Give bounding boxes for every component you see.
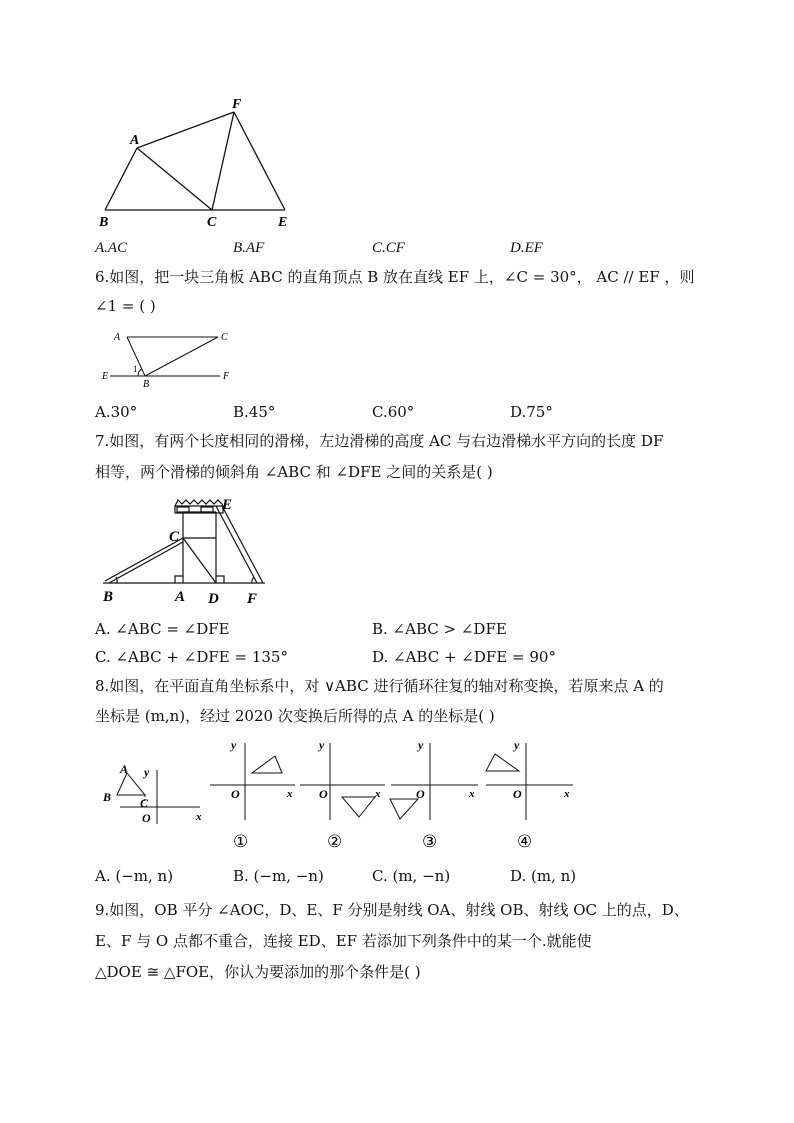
label-O: O: [513, 787, 522, 801]
q6-option-d: D.75°: [510, 403, 553, 421]
q8-option-b: B. (−m, −n): [233, 867, 324, 885]
q7-option-c: C. ∠ABC + ∠DFE = 135°: [95, 648, 288, 666]
label-E: E: [278, 215, 288, 230]
q7-option-a: A. ∠ABC = ∠DFE: [95, 620, 230, 638]
q6-question-line1: 6.如图，把一块三角板 ABC 的直角顶点 B 放在直线 EF 上，∠C = 30°， AC // EF ，则: [95, 268, 695, 286]
label-A: A: [175, 589, 186, 605]
label-y: y: [231, 738, 237, 752]
label-F: F: [232, 97, 242, 112]
q6-option-c: C.60°: [372, 403, 415, 421]
label-y: y: [418, 738, 424, 752]
q6-question-line2: ∠1 = ( ): [95, 297, 156, 315]
label-C: C: [221, 332, 228, 343]
label-C: C: [207, 215, 217, 230]
q7-question-line1: 7.如图，有两个长度相同的滑梯，左边滑梯的高度 AC 与右边滑梯水平方向的长度 DF: [95, 432, 664, 450]
figure-q6: [95, 322, 245, 390]
label-C: C: [169, 529, 180, 545]
q9-question-line1: 9.如图，OB 平分 ∠AOC，D、E、F 分别是射线 OA、射线 OB、射线 OC 上的点，D、: [95, 901, 689, 919]
q8-question-line2: 坐标是 (m,n)，经过 2020 次变换后所得的点 A 的坐标是( ): [95, 707, 495, 725]
label-A: A: [120, 762, 129, 776]
q9-question-line3: △DOE ≅ △FOE，你认为要添加的那个条件是( ): [95, 963, 421, 981]
label-1: 1: [133, 364, 138, 374]
q5-option-d: D.EF: [510, 240, 543, 256]
panel-number-4: ④: [517, 832, 533, 850]
figure-q8-panel-1: [205, 735, 300, 850]
q7-option-d: D. ∠ABC + ∠DFE = 90°: [372, 648, 556, 666]
q6-option-a: A.30°: [95, 403, 138, 421]
q5-option-b: B.AF: [233, 240, 265, 256]
panel-number-1: ①: [233, 832, 249, 850]
label-x: x: [287, 788, 293, 800]
label-F: F: [223, 371, 230, 382]
label-O: O: [416, 787, 425, 801]
label-E: E: [102, 371, 109, 382]
label-y: y: [319, 738, 325, 752]
label-x: x: [469, 788, 475, 800]
label-E: E: [222, 497, 233, 513]
q8-option-a: A. (−m, n): [95, 867, 174, 885]
label-O: O: [231, 787, 240, 801]
label-B: B: [143, 379, 150, 390]
label-A: A: [130, 133, 140, 148]
q9-question-line2: E、F 与 O 点都不重合，连接 ED、EF 若添加下列条件中的某一个.就能使: [95, 932, 592, 950]
figure-q7: [95, 492, 275, 606]
figure-q8-panel-4: [483, 735, 578, 850]
label-C: C: [140, 796, 149, 810]
q8-question-line1: 8.如图，在平面直角坐标系中，对 ∨ABC 进行循环往复的轴对称变换，若原来点 A 的: [95, 677, 664, 695]
q5-option-a: A.AC: [95, 240, 128, 256]
label-D: D: [208, 591, 219, 606]
label-y: y: [144, 765, 150, 779]
label-A: A: [114, 332, 121, 343]
label-O: O: [319, 787, 328, 801]
label-B: B: [103, 589, 114, 605]
figure-q8-original: [100, 760, 210, 830]
panel-number-2: ②: [327, 832, 343, 850]
label-x: x: [564, 788, 570, 800]
q5-option-c: C.CF: [372, 240, 405, 256]
q8-option-c: C. (m, −n): [372, 867, 451, 885]
panel-number-3: ③: [422, 832, 438, 850]
q7-option-b: B. ∠ABC > ∠DFE: [372, 620, 507, 638]
label-F: F: [247, 591, 258, 606]
label-B: B: [99, 215, 109, 230]
q7-question-line2: 相等，两个滑梯的倾斜角 ∠ABC 和 ∠DFE 之间的关系是( ): [95, 463, 493, 481]
figure-q5: [95, 95, 305, 230]
q8-option-d: D. (m, n): [510, 867, 577, 885]
label-x: x: [196, 811, 202, 823]
q6-option-b: B.45°: [233, 403, 276, 421]
label-O: O: [142, 811, 151, 825]
label-y: y: [514, 738, 520, 752]
figure-q8-panel-3: [388, 735, 483, 850]
label-x: x: [375, 788, 381, 800]
label-B: B: [103, 790, 112, 804]
figure-q8-panel-2: [297, 735, 392, 850]
